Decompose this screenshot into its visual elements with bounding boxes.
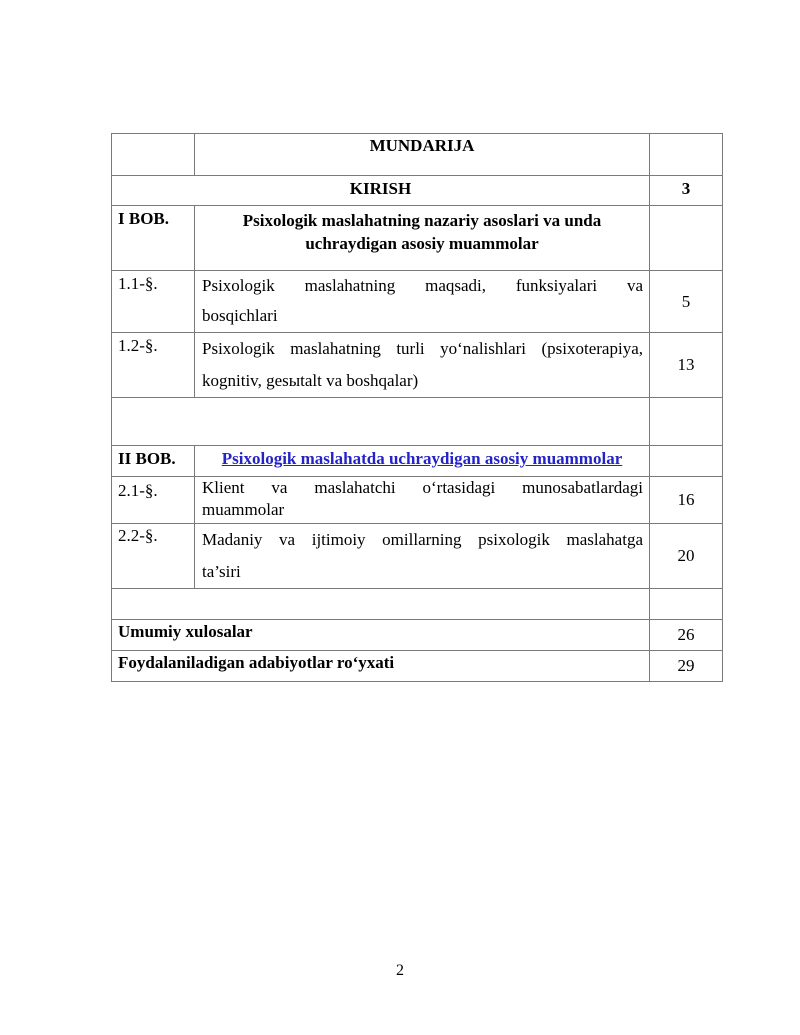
empty-cell <box>112 398 650 446</box>
section-title-line: Psixologik maslahatning maqsadi, funksiyalari va <box>202 276 643 295</box>
section-title-line: Psixologik maslahatning turli yo‘nalishlari (psixoterapiya, <box>202 339 643 358</box>
empty-cell <box>650 134 723 176</box>
section-2-2-title <box>195 524 650 589</box>
conclusion-label: Umumiy xulosalar <box>112 620 650 651</box>
section-2-1-page: 16 <box>650 477 723 524</box>
section-title-line: ta’siri <box>202 562 241 581</box>
empty-cell <box>650 206 723 271</box>
section-1-1-title <box>195 271 650 333</box>
section-row <box>112 524 723 589</box>
section-2-2-page: 20 <box>650 524 723 589</box>
section-1-2-label: 1.2-§. <box>112 333 195 398</box>
section-row <box>112 477 723 524</box>
section-row <box>112 271 723 333</box>
chapter-1-label: I BOB. <box>112 206 195 271</box>
empty-cell <box>650 398 723 446</box>
section-title-line: bosqichlari <box>202 306 278 325</box>
chapter-2-label: II BOB. <box>112 446 195 477</box>
chapter-2-link[interactable]: Psixologik maslahatda uchraydigan asosiy muammolar <box>221 449 623 468</box>
references-label: Foydalaniladigan adabiyotlar ro‘yxati <box>112 651 650 682</box>
chapter-1-title: Psixologik maslahatning nazariy asoslari va unda uchraydigan asosiy muammolar <box>195 206 650 271</box>
section-1-1-label: 1.1-§. <box>112 271 195 333</box>
page-number: 2 <box>396 962 404 979</box>
table-of-contents <box>111 133 723 682</box>
references-row <box>112 651 723 682</box>
section-row <box>112 333 723 398</box>
references-page: 29 <box>650 651 723 682</box>
section-title-line: muammolar <box>202 500 285 519</box>
conclusion-row <box>112 620 723 651</box>
section-1-2-title <box>195 333 650 398</box>
chapter-2-title-cell <box>195 446 650 477</box>
toc-title-row <box>112 134 723 176</box>
empty-cell <box>112 589 650 620</box>
section-title-line: Klient va maslahatchi o‘rtasidagi munosabatlardagi <box>202 478 643 497</box>
section-title-line: kognitiv, gesыtalt va boshqalar) <box>202 371 419 390</box>
section-2-1-title <box>195 477 650 524</box>
spacer-row <box>112 398 723 446</box>
spacer-row <box>112 589 723 620</box>
section-2-1-label: 2.1-§. <box>112 477 195 524</box>
chapter-2-row <box>112 446 723 477</box>
toc-title: MUNDARIJA <box>195 134 650 176</box>
empty-cell <box>650 589 723 620</box>
section-title-line: Madaniy va ijtimoiy omillarning psixologik maslahatga <box>202 530 643 549</box>
empty-cell <box>650 446 723 477</box>
intro-row <box>112 176 723 206</box>
intro-label: KIRISH <box>112 176 650 206</box>
section-1-2-page: 13 <box>650 333 723 398</box>
section-2-2-label: 2.2-§. <box>112 524 195 589</box>
intro-page: 3 <box>650 176 723 206</box>
section-1-1-page: 5 <box>650 271 723 333</box>
chapter-1-row <box>112 206 723 271</box>
empty-cell <box>112 134 195 176</box>
conclusion-page: 26 <box>650 620 723 651</box>
